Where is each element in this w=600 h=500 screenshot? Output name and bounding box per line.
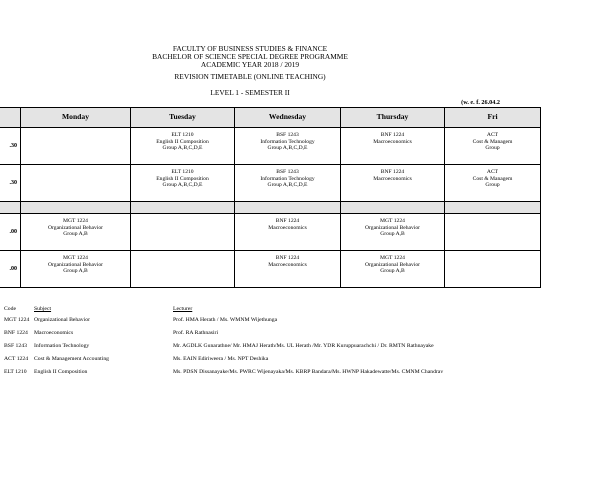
time-slot: .00 bbox=[0, 251, 21, 288]
course-code: MGT 1224 bbox=[63, 255, 88, 261]
group-label: Group bbox=[485, 182, 500, 189]
legend-lecturer: Ms. EAIN Ediriweera / Ms. NPT Deshika bbox=[173, 356, 269, 362]
legend-code: BNF 1224 bbox=[4, 330, 28, 336]
session-cell bbox=[341, 128, 445, 165]
header-row bbox=[0, 108, 541, 128]
course-code: ELT 1210 bbox=[171, 169, 194, 175]
group-label: Group A,B,C,D,E bbox=[267, 182, 308, 189]
course-code: MGT 1224 bbox=[380, 218, 405, 224]
legend-subject: English II Composition bbox=[34, 369, 88, 375]
course-name: Macroeconomics bbox=[373, 175, 412, 182]
day-header: Fri bbox=[445, 108, 541, 128]
session-entry bbox=[235, 214, 340, 231]
time-header bbox=[0, 108, 21, 128]
course-name: Organizational Behavior bbox=[47, 261, 104, 268]
session-cell bbox=[341, 165, 445, 202]
session-cell bbox=[445, 128, 541, 165]
session-cell bbox=[445, 251, 541, 288]
session-cell bbox=[131, 128, 235, 165]
group-label: Group bbox=[485, 145, 500, 152]
course-code: BNF 1224 bbox=[275, 218, 300, 224]
session-entry bbox=[131, 128, 234, 152]
session-cell bbox=[131, 214, 235, 251]
session-cell bbox=[445, 214, 541, 251]
session-cell bbox=[235, 165, 341, 202]
legend-subject: Macroeconomics bbox=[34, 330, 74, 336]
legend-code-header: Code bbox=[4, 306, 17, 312]
session-cell bbox=[21, 251, 131, 288]
group-label: Group A,B bbox=[63, 231, 88, 238]
table-row bbox=[0, 214, 541, 251]
faculty-title: FACULTY OF BUSINESS STUDIES & FINANCE bbox=[172, 44, 328, 53]
legend-code: BSF 1243 bbox=[4, 343, 27, 349]
course-name: Cost & Managem bbox=[472, 138, 513, 145]
course-name: Organizational Behavior bbox=[364, 261, 421, 268]
timetable-title: REVISION TIMETABLE (ONLINE TEACHING) bbox=[174, 72, 326, 81]
course-name: Information Technology bbox=[260, 138, 315, 145]
session-entry bbox=[341, 214, 444, 238]
group-label: Group A,B bbox=[380, 268, 405, 275]
legend-lecturer: Mr. AGDLK Gunarathne/ Mr. HMAJ Herath/Ms. UL Herath /Mr. YDR Kuruppuarachchi / Dr. RMTN Rathnayake bbox=[173, 343, 434, 349]
course-name: Macroeconomics bbox=[373, 138, 412, 145]
session-cell bbox=[445, 165, 541, 202]
session-entry bbox=[21, 214, 130, 238]
session-entry bbox=[235, 251, 340, 268]
course-name: Macroeconomics bbox=[268, 224, 307, 231]
session-entry bbox=[341, 128, 444, 145]
course-name: English II Composition bbox=[156, 175, 209, 182]
legend-code: ACT 1224 bbox=[4, 356, 29, 362]
session-entry bbox=[445, 128, 540, 152]
course-code: ELT 1210 bbox=[171, 132, 194, 138]
session-entry bbox=[235, 128, 340, 152]
session-entry bbox=[21, 251, 130, 275]
course-name: Cost & Managem bbox=[472, 175, 513, 182]
course-code: BSF 1243 bbox=[276, 132, 299, 138]
course-code: MGT 1224 bbox=[380, 255, 405, 261]
session-cell bbox=[235, 251, 341, 288]
legend-subject: Cost & Management Accounting bbox=[34, 356, 110, 362]
day-header: Thursday bbox=[341, 108, 445, 128]
session-cell bbox=[235, 214, 341, 251]
session-cell bbox=[21, 165, 131, 202]
group-label: Group A,B bbox=[63, 268, 88, 275]
session-entry bbox=[341, 165, 444, 182]
session-cell bbox=[21, 214, 131, 251]
legend-code: MGT 1224 bbox=[4, 317, 30, 323]
session-entry bbox=[341, 251, 444, 275]
legend-code: ELT 1210 bbox=[4, 369, 27, 375]
legend-subject: Organizational Behavior bbox=[34, 317, 90, 323]
course-name: Organizational Behavior bbox=[47, 224, 104, 231]
legend-lecturer: Prof. HMA Herath / Ms. WMNM Wijethunga bbox=[173, 317, 278, 323]
break-row bbox=[0, 202, 541, 214]
course-code: BNF 1224 bbox=[275, 255, 300, 261]
day-header: Wednesday bbox=[235, 108, 341, 128]
course-code: BNF 1224 bbox=[380, 169, 405, 175]
level-semester: LEVEL 1 - SEMESTER II bbox=[210, 88, 290, 97]
session-cell bbox=[131, 251, 235, 288]
time-slot: .30 bbox=[0, 165, 21, 202]
timetable bbox=[0, 107, 541, 288]
effective-date: (w. e. f. 26.04.2 bbox=[461, 99, 500, 106]
table-row bbox=[0, 128, 541, 165]
course-code: BNF 1224 bbox=[380, 132, 405, 138]
session-entry bbox=[445, 165, 540, 189]
course-name: Macroeconomics bbox=[268, 261, 307, 268]
table-row bbox=[0, 251, 541, 288]
legend-lecturer-header: Lecturer bbox=[173, 306, 193, 312]
day-header: Monday bbox=[21, 108, 131, 128]
session-cell bbox=[341, 251, 445, 288]
course-name: English II Composition bbox=[156, 138, 209, 145]
day-header: Tuesday bbox=[131, 108, 235, 128]
course-code: MGT 1224 bbox=[63, 218, 88, 224]
legend-subject: Information Technology bbox=[34, 343, 90, 349]
session-entry bbox=[131, 165, 234, 189]
group-label: Group A,B,C,D,E bbox=[162, 145, 203, 152]
table-row bbox=[0, 165, 541, 202]
course-code: ACT bbox=[486, 132, 499, 138]
programme-title: BACHELOR OF SCIENCE SPECIAL DEGREE PROGRAMME bbox=[152, 52, 348, 61]
course-code: BSF 1243 bbox=[276, 169, 299, 175]
legend-lecturer: Ms. PDSN Dissanayake/Ms. PWRC Wijenayaka/Ms. KBRP Bandara/Ms. HWNP Hakadewatte/Ms. CMNM Chandrav bbox=[173, 369, 444, 375]
session-entry bbox=[235, 165, 340, 189]
academic-year: ACADEMIC YEAR 2018 / 2019 bbox=[200, 60, 300, 69]
session-cell bbox=[131, 165, 235, 202]
session-cell bbox=[21, 128, 131, 165]
session-cell bbox=[341, 214, 445, 251]
group-label: Group A,B,C,D,E bbox=[162, 182, 203, 189]
session-cell bbox=[235, 128, 341, 165]
time-slot: .30 bbox=[0, 128, 21, 165]
course-code: ACT bbox=[486, 169, 499, 175]
group-label: Group A,B bbox=[380, 231, 405, 238]
legend-subject-header: Subject bbox=[34, 306, 52, 312]
course-name: Organizational Behavior bbox=[364, 224, 421, 231]
legend-lecturer: Prof. RA Rathnasiri bbox=[173, 330, 219, 336]
group-label: Group A,B,C,D,E bbox=[267, 145, 308, 152]
course-name: Information Technology bbox=[260, 175, 315, 182]
time-slot: .00 bbox=[0, 214, 21, 251]
